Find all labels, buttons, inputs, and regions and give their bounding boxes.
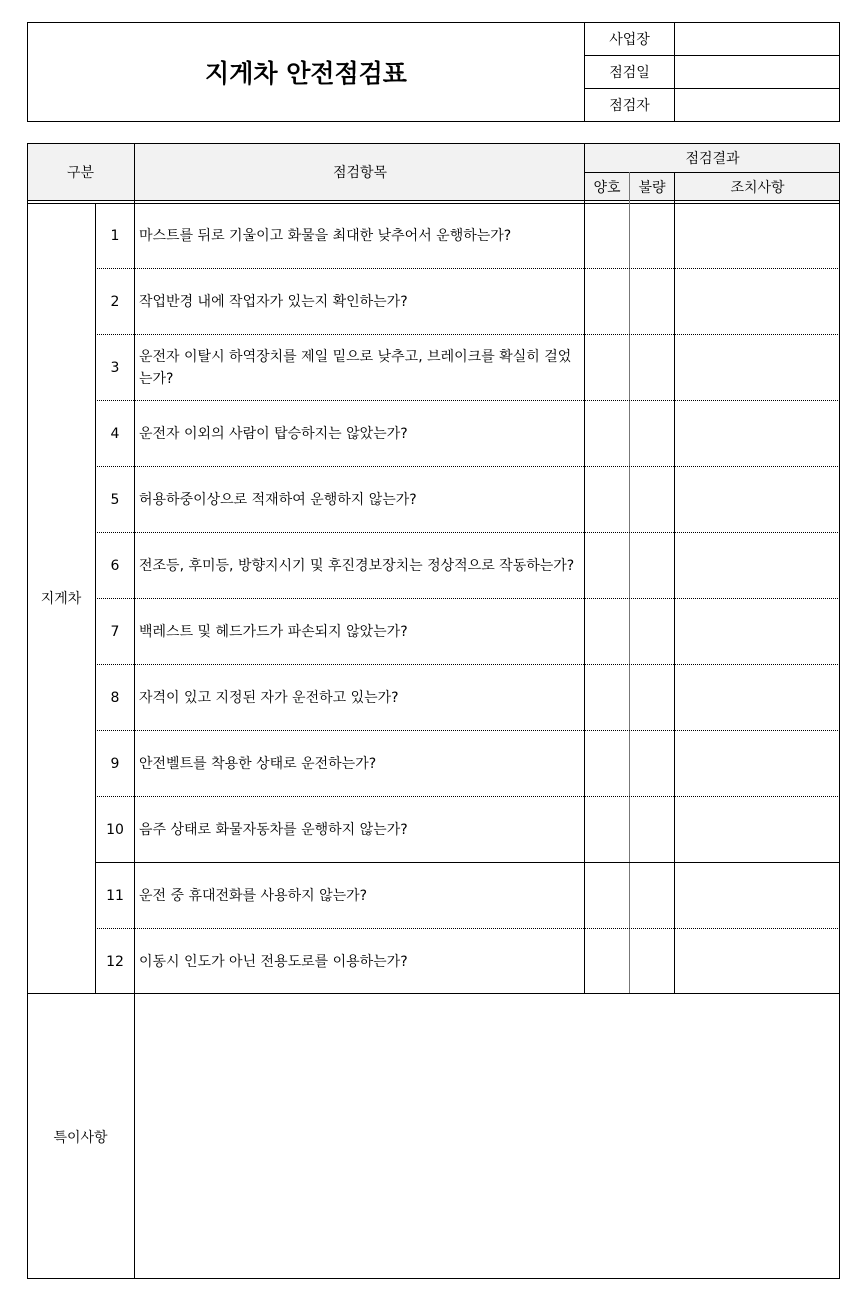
inspector-field[interactable] [675,89,839,121]
action-cell[interactable] [675,731,839,797]
bad-cell[interactable] [630,467,674,533]
check-item-text: 마스트를 뒤로 기울이고 화물을 최대한 낮추어서 운행하는가? [139,228,512,244]
good-cell[interactable] [585,929,629,995]
action-cell[interactable] [675,863,839,929]
page-title: 지게차 안전점검표 [205,59,407,88]
row-number: 4 [110,426,120,442]
header-result: 점검결과 [685,150,740,167]
header-action: 조치사항 [730,180,785,196]
bad-cell[interactable] [630,269,674,335]
inspection-date-label: 점검일 [609,64,650,81]
good-cell[interactable] [585,599,629,665]
bad-cell[interactable] [630,731,674,797]
bad-cell[interactable] [630,929,674,995]
row-number: 8 [110,690,120,706]
good-cell[interactable] [585,665,629,731]
category-name: 지게차 [40,591,82,607]
good-cell[interactable] [585,467,629,533]
action-cell[interactable] [675,467,839,533]
inspector-label: 점검자 [609,97,650,114]
header-good: 양호 [593,180,621,196]
row-number: 9 [110,756,120,772]
bad-cell[interactable] [630,203,674,269]
check-item-text: 운전자 이외의 사람이 탑승하지는 않았는가? [139,426,408,442]
good-cell[interactable] [585,533,629,599]
row-number: 2 [110,294,120,310]
check-item-text: 운전자 이탈시 하역장치를 제일 밑으로 낮추고, 브레이크를 확실히 걸었는가? [139,349,572,387]
good-cell[interactable] [585,401,629,467]
check-item-text: 전조등, 후미등, 방향지시기 및 후진경보장치는 정상적으로 작동하는가? [139,558,575,574]
action-cell[interactable] [675,665,839,731]
good-cell[interactable] [585,731,629,797]
row-number: 10 [106,822,124,838]
header-category: 구분 [66,165,95,181]
good-cell[interactable] [585,269,629,335]
check-item-text: 운전 중 휴대전화를 사용하지 않는가? [139,888,368,904]
row-number: 12 [106,954,124,970]
remarks-label: 특이사항 [53,1129,108,1146]
check-item-text: 백레스트 및 헤드가드가 파손되지 않았는가? [139,624,408,640]
bad-cell[interactable] [630,599,674,665]
action-cell[interactable] [675,401,839,467]
check-item-text: 이동시 인도가 아닌 전용도로를 이용하는가? [139,954,408,970]
row-number: 3 [110,360,120,376]
check-item-text: 자격이 있고 지정된 자가 운전하고 있는가? [139,690,399,706]
good-cell[interactable] [585,797,629,863]
bad-cell[interactable] [630,401,674,467]
header-items: 점검항목 [332,165,388,181]
action-cell[interactable] [675,269,839,335]
bad-cell[interactable] [630,665,674,731]
worksite-field[interactable] [675,23,839,55]
header-bad: 불량 [638,180,666,196]
action-cell[interactable] [675,599,839,665]
check-item-text: 허용하중이상으로 적재하여 운행하지 않는가? [139,492,417,508]
action-cell[interactable] [675,203,839,269]
row-number: 11 [106,888,124,904]
check-item-text: 음주 상태로 화물자동차를 운행하지 않는가? [139,822,408,838]
bad-cell[interactable] [630,335,674,401]
row-number: 7 [110,624,120,640]
action-cell[interactable] [675,335,839,401]
action-cell[interactable] [675,533,839,599]
row-number: 6 [110,558,120,574]
action-cell[interactable] [675,797,839,863]
good-cell[interactable] [585,863,629,929]
inspection-date-field[interactable] [675,56,839,88]
remarks-field[interactable] [135,994,839,1278]
good-cell[interactable] [585,335,629,401]
bad-cell[interactable] [630,533,674,599]
action-cell[interactable] [675,929,839,995]
bad-cell[interactable] [630,797,674,863]
good-cell[interactable] [585,203,629,269]
bad-cell[interactable] [630,863,674,929]
row-number: 1 [110,228,120,244]
check-item-text: 작업반경 내에 작업자가 있는지 확인하는가? [139,294,408,310]
check-item-text: 안전벨트를 착용한 상태로 운전하는가? [139,756,377,772]
row-number: 5 [110,492,120,508]
worksite-label: 사업장 [609,31,650,48]
